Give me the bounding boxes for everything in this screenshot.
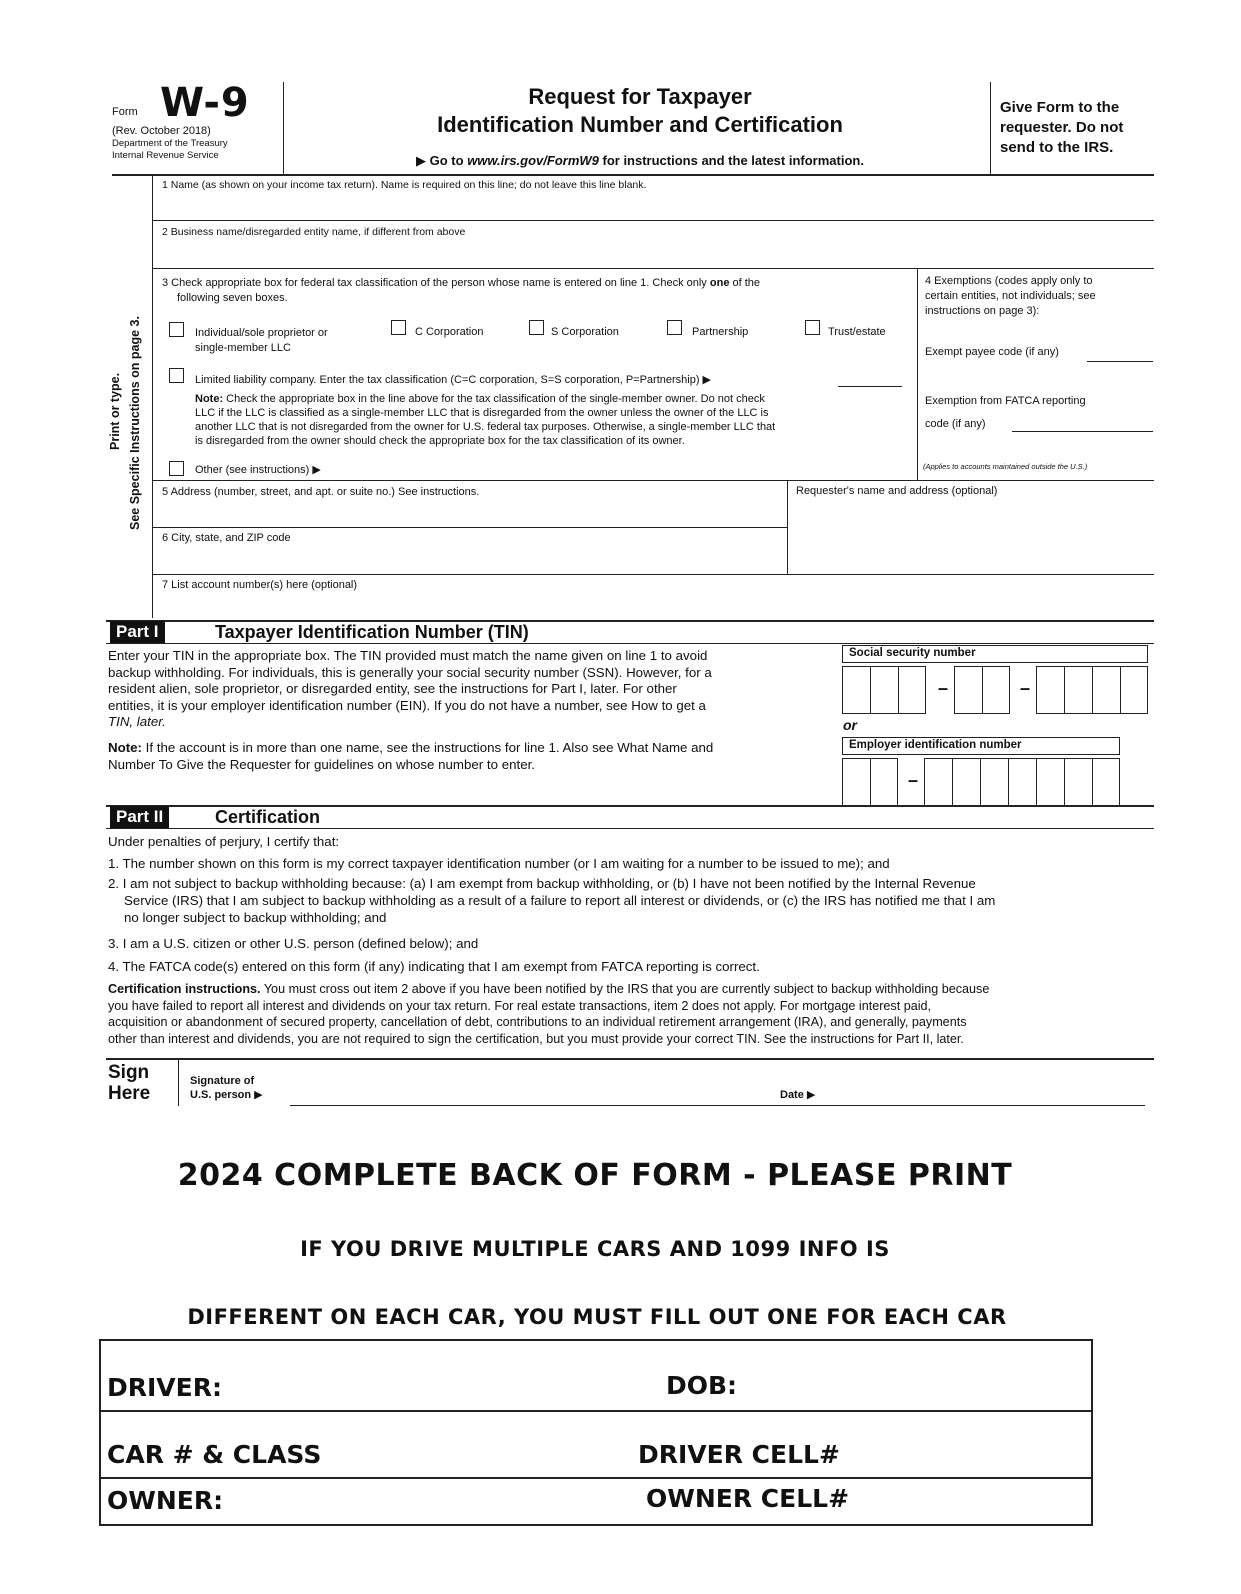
llc-note-line1 [195, 392, 915, 406]
tin-note-line1 [108, 740, 828, 757]
line1-label: 1 Name (as shown on your income tax return). Name is required on this line; do not leave this line blank. [162, 179, 647, 191]
note-label: Note: [195, 393, 224, 405]
date-label: Date ▶ [780, 1089, 816, 1101]
part1-label: Part I [110, 621, 165, 643]
cert-item-1: 1. The number shown on this form is my correct taxpayer identification number (or I am waiting for a number to be issued to me); and [108, 856, 890, 871]
cert-item-2c: no longer subject to backup withholding; and [124, 910, 387, 925]
label-llc: Limited liability company. Enter the tax classification (C=C corporation, S=S corporation, P=Partnership) ▶ [195, 374, 712, 386]
checkbox-individual[interactable] [169, 322, 184, 337]
tin-instr-1: Enter your TIN in the appropriate box. The TIN provided must match the name given on line 1 to avoid [108, 648, 708, 663]
llc-classification-field[interactable] [838, 386, 902, 387]
driver-label: DRIVER: [107, 1373, 222, 1402]
give-line-2: requester. Do not [1000, 119, 1124, 136]
exempt-payee-label: Exempt payee code (if any) [925, 346, 1059, 358]
goto-suffix: for instructions and the latest information. [598, 153, 864, 168]
part1-title: Taxpayer Identification Number (TIN) [215, 622, 529, 642]
revision-date: (Rev. October 2018) [112, 125, 211, 137]
label-individual-2: single-member LLC [195, 342, 291, 354]
exemptions-heading [925, 274, 1096, 319]
owner-field[interactable] [240, 1482, 630, 1520]
line3-label [162, 276, 760, 290]
checkbox-trust-estate[interactable] [805, 320, 820, 335]
dob-label: DOB: [666, 1371, 738, 1400]
back-instruction-line1: IF YOU DRIVE MULTIPLE CARS AND 1099 INFO IS [300, 1237, 890, 1261]
give-form-notice [1000, 98, 1123, 158]
sign-here-label [108, 1062, 150, 1104]
line3-text-c: of the [729, 277, 761, 289]
see-instructions-label [128, 316, 142, 530]
cert-instr-line1 [108, 981, 1153, 998]
cert-instr-text-1: You must cross out item 2 above if you have been notified by the IRS that you are currently subject to backup withholding because [260, 982, 990, 996]
see-instructions-text: See Specific Instructions on page 3. [128, 316, 142, 530]
driver-field[interactable] [240, 1366, 650, 1406]
cert-instructions [108, 981, 1153, 1047]
irs-url-link[interactable]: www.irs.gov/FormW9 [467, 153, 599, 168]
signature-label-1: Signature of [190, 1075, 255, 1087]
cert-instr-line2: you have failed to report all interest and dividends on your tax return. For real estate transactions, item 2 does not apply. For mortgage interest paid, [108, 998, 932, 1013]
form-title-line2: Identification Number and Certification [437, 112, 843, 137]
sign-word: Sign [108, 1062, 150, 1083]
label-individual: Individual/sole proprietor or [195, 327, 328, 339]
print-or-type-label: Print or type. [108, 372, 122, 450]
business-name-field[interactable] [156, 240, 1150, 266]
note-text-1: Check the appropriate box in the line above for the tax classification of the single-member owner. Do not check [223, 393, 765, 405]
form-word: Form [112, 106, 138, 118]
tin-instr-2: backup withholding. For individuals, this is generally your social security number (SSN). However, for a [108, 664, 712, 680]
label-other: Other (see instructions) ▶ [195, 464, 321, 476]
cert-item-3: 3. I am a U.S. citizen or other U.S. person (defined below); and [108, 936, 479, 951]
ein-prefix-field[interactable] [842, 758, 898, 806]
ssn-group-field[interactable] [954, 666, 1010, 714]
signature-label [190, 1074, 263, 1102]
signature-field[interactable] [290, 1070, 770, 1104]
driver-cell-field[interactable] [870, 1432, 1085, 1472]
back-instruction-line2: DIFFERENT ON EACH CAR, YOU MUST FILL OUT ONE FOR EACH CAR [187, 1305, 1007, 1329]
ssn-dash-1: – [938, 678, 949, 698]
tin-instr-3: resident alien, sole proprietor, or disregarded entity, see the instructions for Part I, later. For other [108, 681, 677, 696]
ein-dash: – [908, 770, 919, 790]
tin-note-text-1: If the account is in more than one name, see the instructions for line 1. Also see What Name and [141, 740, 714, 755]
exempt-payee-field[interactable] [1087, 361, 1153, 362]
address-field[interactable] [156, 498, 782, 524]
fatca-code-field[interactable] [1012, 431, 1153, 432]
goto-prefix: ▶ Go to [416, 153, 468, 168]
part2-title: Certification [215, 807, 321, 827]
form-number: W-9 [160, 80, 250, 126]
or-label: or [843, 717, 857, 733]
back-headline: 2024 COMPLETE BACK OF FORM - PLEASE PRINT [177, 1158, 1013, 1193]
cert-instr-line4: other than interest and dividends, you are not required to sign the certification, but you must provide your correct TIN. See the instructions for Part II, later. [108, 1031, 964, 1046]
exemptions-line1: 4 Exemptions (codes apply only to [925, 275, 1093, 287]
llc-note-line4: is disregarded from the owner should check the appropriate box for the tax classification of its owner. [195, 435, 685, 447]
label-partnership: Partnership [692, 326, 749, 338]
here-word: Here [108, 1083, 151, 1104]
requester-label: Requester's name and address (optional) [796, 485, 998, 497]
requester-field[interactable] [792, 500, 1150, 570]
give-line-3: send to the IRS. [1000, 139, 1114, 156]
owner-cell-label: OWNER CELL# [646, 1484, 850, 1513]
dob-field[interactable] [750, 1366, 1085, 1406]
instructions-link-line [290, 153, 990, 169]
car-class-label: CAR # & CLASS [107, 1440, 322, 1469]
tin-note-line2: Number To Give the Requester for guidelines on whose number to enter. [108, 756, 535, 772]
driver-cell-label: DRIVER CELL# [638, 1440, 840, 1469]
name-field[interactable] [156, 192, 1150, 218]
label-s-corporation: S Corporation [551, 326, 619, 338]
tin-instr-4: entities, it is your employer identification number (EIN). If you do not have a number, see How to get a [108, 697, 706, 713]
account-numbers-field[interactable] [156, 592, 1150, 616]
checkbox-llc[interactable] [169, 368, 184, 383]
city-state-zip-field[interactable] [156, 545, 782, 571]
ssn-dash-2: – [1020, 678, 1031, 698]
exemptions-line3: instructions on page 3): [925, 305, 1040, 317]
ssn-area-field[interactable] [842, 666, 926, 714]
fatca-label-2: code (if any) [925, 418, 986, 430]
tin-note [108, 740, 828, 773]
car-class-field[interactable] [360, 1432, 630, 1472]
owner-cell-field[interactable] [880, 1482, 1085, 1520]
line3-label-cont: following seven boxes. [177, 292, 288, 304]
line5-label: 5 Address (number, street, and apt. or suite no.) See instructions. [162, 486, 480, 498]
checkbox-c-corporation[interactable] [391, 320, 406, 335]
label-trust-estate: Trust/estate [828, 326, 886, 338]
owner-label: OWNER: [107, 1486, 224, 1515]
llc-note-line3: another LLC that is not disregarded from the owner for U.S. federal tax purposes. Otherwise, a single-member LLC that [195, 421, 776, 433]
ein-label-box [842, 737, 1120, 755]
line3-text-one: one [709, 277, 730, 289]
cert-item-2b: Service (IRS) that I am subject to backup withholding as a result of a failure to report all interest or dividends, or (c) the IRS has notified me that I am [124, 893, 996, 908]
line6-label: 6 City, state, and ZIP code [162, 532, 291, 544]
llc-note-line2: LLC if the LLC is classified as a single-member LLC that is disregarded from the owner unless the owner of the LLC is [195, 407, 769, 419]
applies-note: (Applies to accounts maintained outside the U.S.) [923, 462, 1088, 471]
ssn-label-box [842, 645, 1148, 663]
tin-instructions [108, 648, 828, 731]
ssn-label: Social security number [849, 647, 976, 659]
checkbox-s-corporation[interactable] [529, 320, 544, 335]
ssn-serial-field[interactable] [1036, 666, 1148, 714]
line3-text-a: 3 Check appropriate box for federal tax classification of the person whose name is entered on line 1. Check only [162, 277, 710, 289]
cert-item-2a: 2. I am not subject to backup withholding because: (a) I am exempt from backup withholding, or (b) I have not been notified by the Internal Revenue [108, 876, 976, 891]
date-field[interactable] [830, 1070, 1145, 1104]
ein-suffix-field[interactable] [924, 758, 1120, 806]
cert-item-4: 4. The FATCA code(s) entered on this form (if any) indicating that I am exempt from FATCA reporting is correct. [108, 959, 760, 974]
department: Department of the Treasury [112, 138, 228, 149]
signature-label-2: U.S. person ▶ [190, 1089, 263, 1101]
part2-label: Part II [110, 806, 169, 828]
tin-note-label: Note: [108, 740, 142, 755]
form-title-line1: Request for Taxpayer [528, 84, 752, 109]
exemptions-line2: certain entities, not individuals; see [925, 290, 1096, 302]
llc-note [195, 392, 915, 448]
line2-label: 2 Business name/disregarded entity name, if different from above [162, 226, 466, 238]
give-line-1: Give Form to the [1000, 99, 1120, 116]
cert-instr-label: Certification instructions. [108, 982, 261, 996]
checkbox-other[interactable] [169, 461, 184, 476]
checkbox-partnership[interactable] [667, 320, 682, 335]
label-c-corporation: C Corporation [415, 326, 484, 338]
ein-label: Employer identification number [849, 739, 1022, 751]
line7-label: 7 List account number(s) here (optional) [162, 579, 358, 591]
agency: Internal Revenue Service [112, 150, 219, 161]
fatca-label: Exemption from FATCA reporting [925, 395, 1086, 407]
cert-instr-line3: acquisition or abandonment of secured property, cancellation of debt, contributions to an individual retirement arrangement (IRA), and generally, payments [108, 1015, 967, 1029]
tin-instr-5: TIN, later. [108, 714, 166, 729]
cert-intro: Under penalties of perjury, I certify that: [108, 834, 340, 849]
